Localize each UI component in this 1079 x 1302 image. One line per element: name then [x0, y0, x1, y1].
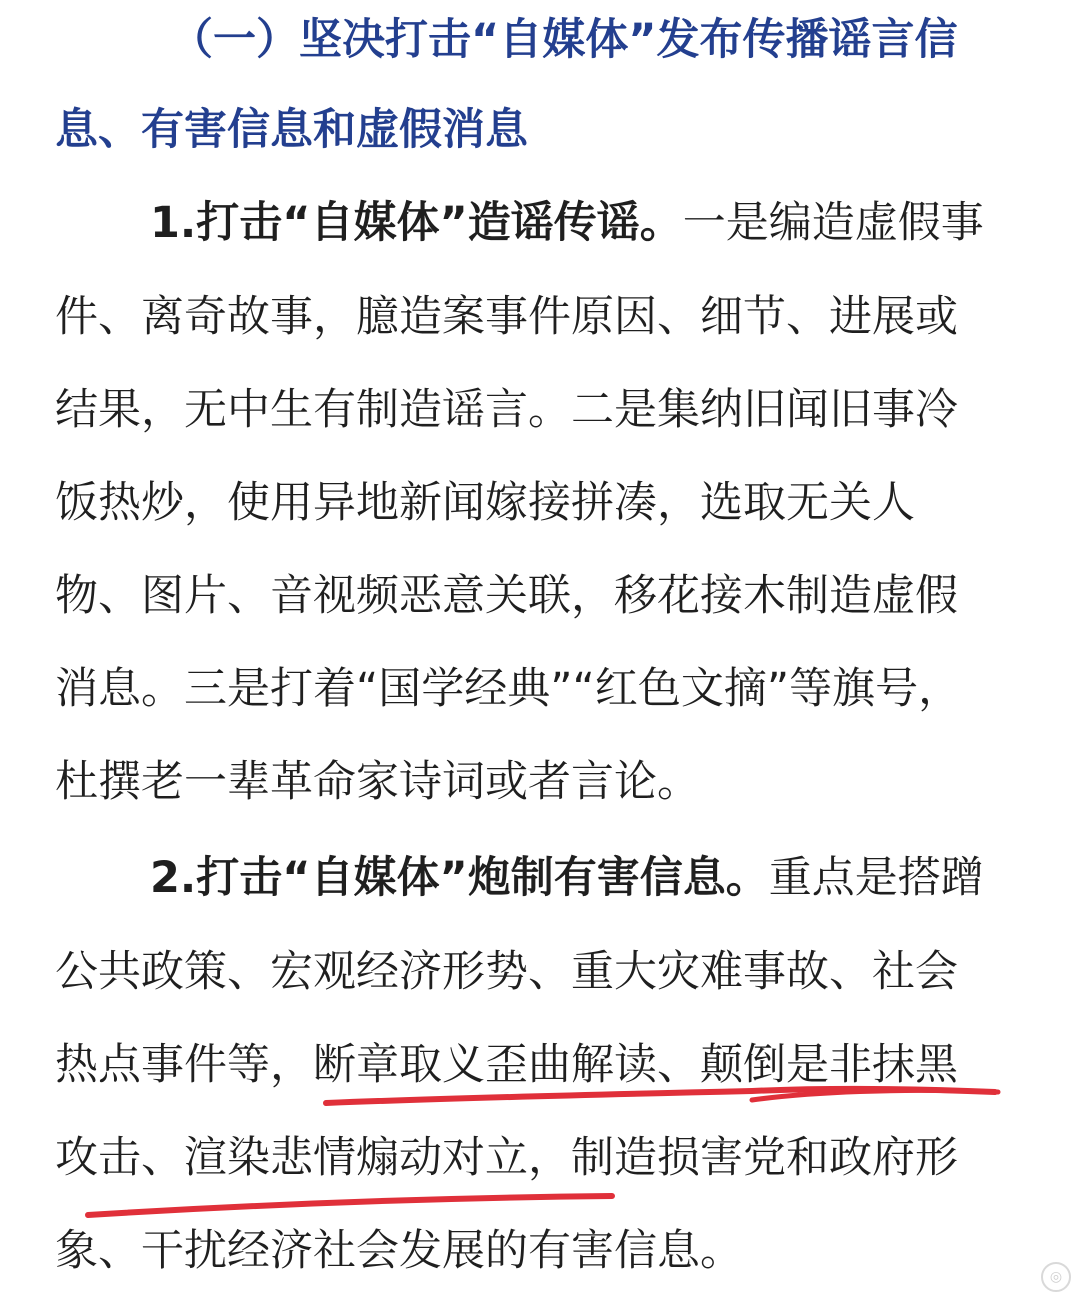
paragraph-2-line-3-text: 热点事件等，断章取义歪曲解读、颠倒是非抹黑: [55, 1040, 958, 1090]
paragraph-1-line-2: [0, 277, 1079, 357]
paragraph-1-line-7-text: 杜撰老一辈革命家诗词或者言论。: [55, 757, 700, 807]
paragraph-2-line-5: [0, 1211, 1079, 1291]
paragraph-1-line-6: [0, 649, 1079, 729]
paragraph-2-line-4: [0, 1118, 1079, 1198]
paragraph-1-line-3-text: 结果，无中生有制造谣言。二是集纳旧闻旧事冷: [55, 385, 958, 435]
heading-text-1: （一）坚决打击“自媒体”发布传播谣言信: [170, 15, 958, 65]
section-heading-line-1: [0, 0, 1079, 80]
paragraph-2-line-2: [0, 932, 1079, 1012]
heading-text-2: 息、有害信息和虚假消息: [55, 105, 528, 155]
paragraph-1-line-4-text: 饭热炒，使用异地新闻嫁接拼凑，选取无关人: [55, 478, 915, 528]
paragraph-1-line-6-text: 消息。三是打着“国学经典”“红色文摘”等旗号，: [55, 664, 962, 714]
paragraph-2-line-2-text: 公共政策、宏观经济形势、重大灾难事故、社会: [55, 947, 958, 997]
paragraph-1-title: 1.打击“自媒体”造谣传谣。: [150, 198, 683, 248]
paragraph-1-text: 一是编造虚假事: [682, 198, 984, 248]
paragraph-2-line-5-text: 象、干扰经济社会发展的有害信息。: [55, 1226, 743, 1276]
section-heading-line-2: [0, 90, 1079, 170]
paragraph-2-line-3: [0, 1025, 1079, 1105]
paragraph-1-line-7: [0, 742, 1079, 822]
paragraph-2-line-1: [0, 838, 1079, 918]
paragraph-2-text: 重点是搭蹭: [768, 853, 984, 903]
paragraph-1-line-2-text: 件、离奇故事，臆造案事件原因、细节、进展或: [55, 292, 958, 342]
paragraph-1-line-5-text: 物、图片、音视频恶意关联，移花接木制造虚假: [55, 571, 958, 621]
paragraph-1-line-5: [0, 556, 1079, 636]
paragraph-1-line-4: [0, 463, 1079, 543]
watermark-icon: ◎: [1041, 1262, 1071, 1292]
paragraph-2-title: 2.打击“自媒体”炮制有害信息。: [150, 853, 769, 903]
paragraph-1-line-1: [0, 183, 1079, 263]
paragraph-2-line-4-text: 攻击、渲染悲情煽动对立，制造损害党和政府形: [55, 1133, 958, 1183]
paragraph-1-line-3: [0, 370, 1079, 450]
